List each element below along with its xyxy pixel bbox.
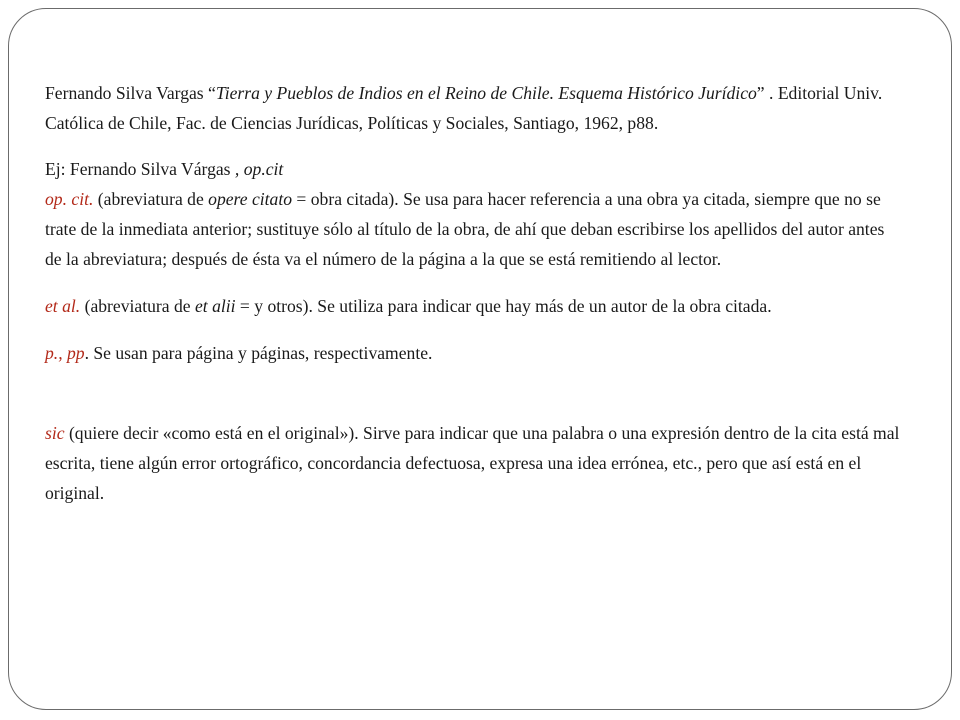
opcit-definition: = obra citada). Se usa para hacer referencia a una obra ya citada, siempre que no se trate de la inmediata anterior; sustituye sólo al título de la obra, de ahí que deban escribirse los apellidos del autor antes de la abreviatura; después de ésta va el número de la página a la que se está remitiendo al lector. <box>45 189 885 269</box>
etal-definition: = y otros). Se utiliza para indicar que hay más de un autor de la obra citada. <box>235 296 772 316</box>
sic-term: sic <box>45 423 65 443</box>
sic-paragraph <box>45 418 905 508</box>
opcit-pre: (abreviatura de <box>93 189 209 209</box>
opcit-term: op. cit. <box>45 189 94 209</box>
etal-pre: (abreviatura de <box>80 296 195 316</box>
etal-term: et al. <box>45 296 81 316</box>
slide-content <box>45 78 905 508</box>
citation-author: Fernando Silva Vargas “ <box>45 83 216 103</box>
citation-title-close: ” . <box>756 83 774 103</box>
pp-paragraph <box>45 338 905 368</box>
opcit-paragraph <box>45 184 905 274</box>
pp-definition: . Se usan para página y páginas, respectivamente. <box>84 343 433 363</box>
citation-publisher: Editorial Univ. Católica de Chile, Fac. de Ciencias Jurídicas, Políticas y Sociales, Santiago, 1962, p88. <box>45 83 883 133</box>
pp-term: p., pp <box>45 343 85 363</box>
citation-paragraph <box>45 78 905 138</box>
example-suffix: , op.cit <box>230 159 284 179</box>
sic-definition: (quiere decir «como está en el original»). Sirve para indicar que una palabra o una expresión dentro de la cita está mal escrita, tiene algún error ortográfico, concordancia defectuosa, expresa una idea errónea, etc., pero que así está en el original. <box>45 423 900 503</box>
etal-paragraph <box>45 291 905 321</box>
citation-title: Tierra y Pueblos de Indios en el Reino de Chile. Esquema Histórico Jurídico <box>215 83 757 103</box>
example-label: Ej: Fernando Silva Várgas <box>45 159 231 179</box>
etal-latin: et alii <box>194 296 236 316</box>
example-line <box>45 154 905 184</box>
opcit-latin: opere citato <box>208 189 293 209</box>
